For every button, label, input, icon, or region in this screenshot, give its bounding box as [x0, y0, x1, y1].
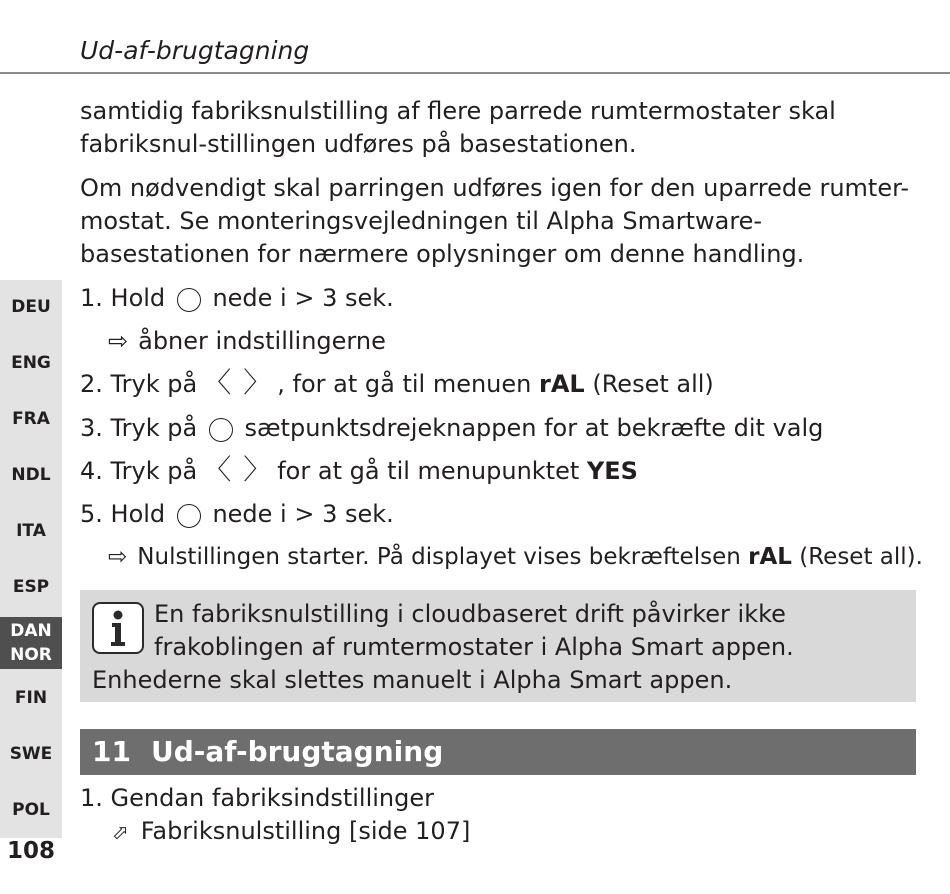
info-icon: [92, 602, 144, 654]
section-step-1: 1. Gendan fabriksindstillinger: [80, 784, 434, 812]
result-arrow-icon: ⇨: [108, 327, 129, 355]
knob-circle-icon: [209, 418, 233, 442]
step-4: 4. Tryk på 〈 〉 for at gå til menupunktet YES: [80, 453, 638, 486]
chevron-right-icon: 〉: [243, 366, 272, 399]
step-2: 2. Tryk på 〈 〉 , for at gå til menuen rAL (Reset all): [80, 366, 714, 399]
knob-circle-icon: [177, 504, 201, 528]
lang-tab-ita[interactable]: ITA: [16, 521, 46, 541]
cross-reference-link[interactable]: ⬀ Fabriksnulstilling [side 107]: [112, 815, 470, 848]
intro-paragraph-2: Om nødvendigt skal parringen udføres igen for den uparrede rumter-mostat. Se monteringsvejledningen til Alpha Smartware-basestationen for nærmere oplysninger om denne handling.: [80, 174, 910, 268]
menu-code-ral: rAL: [539, 370, 585, 398]
step-5-result: ⇨ Nulstillingen starter. På displayet vises bekræftelsen rAL (Reset all).: [108, 541, 923, 573]
step-5: 5. Hold nede i > 3 sek.: [80, 500, 394, 528]
menu-option-yes: YES: [586, 457, 638, 485]
chevron-left-icon: 〈: [203, 366, 232, 399]
section-title: Ud-af-brugtagning: [150, 735, 444, 768]
knob-circle-icon: [177, 288, 201, 312]
header-divider: [0, 72, 950, 74]
step-3: 3. Tryk på sætpunktsdrejeknappen for at bekræfte dit valg: [80, 414, 824, 442]
step-1: 1. Hold nede i > 3 sek.: [80, 284, 394, 312]
lang-label-nor: NOR: [10, 645, 52, 665]
chevron-left-icon: 〈: [203, 453, 232, 486]
lang-tab-swe[interactable]: SWE: [9, 744, 53, 764]
lang-label-dan: DAN: [10, 621, 52, 641]
section-number: 11: [92, 735, 131, 768]
info-note-box: [80, 590, 916, 702]
page-header-title: Ud-af-brugtagning: [80, 36, 310, 65]
chevron-right-icon: 〉: [243, 453, 272, 486]
info-note-text: En fabriksnulstilling i cloudbaseret drift påvirker ikke frakoblingen af rumtermostater i Alpha Smart appen. Enhederne skal slettes manuelt i Alpha Smart appen.: [92, 600, 794, 694]
page-number: 108: [6, 838, 55, 864]
lang-tab-eng[interactable]: ENG: [11, 353, 51, 373]
lang-tab-deu[interactable]: DEU: [11, 297, 51, 317]
confirmation-code-ral: rAL: [748, 544, 792, 570]
result-arrow-icon: ⇨: [108, 544, 128, 570]
link-arrow-icon: ⬀: [112, 820, 129, 844]
lang-tab-esp[interactable]: ESP: [12, 577, 50, 597]
lang-tab-dan-nor[interactable]: [0, 617, 62, 669]
section-heading: [80, 729, 916, 775]
lang-tab-pol[interactable]: POL: [12, 800, 50, 820]
step-1-result: ⇨ åbner indstillingerne: [108, 327, 386, 355]
intro-paragraph-1: samtidig fabriksnulstilling af flere parrede rumtermostater skal fabriksnul-stillingen udføres på basestationen.: [80, 97, 836, 158]
lang-tab-ndl[interactable]: NDL: [11, 465, 51, 485]
lang-tab-fin[interactable]: FIN: [14, 688, 48, 708]
lang-tab-fra[interactable]: FRA: [12, 409, 50, 429]
